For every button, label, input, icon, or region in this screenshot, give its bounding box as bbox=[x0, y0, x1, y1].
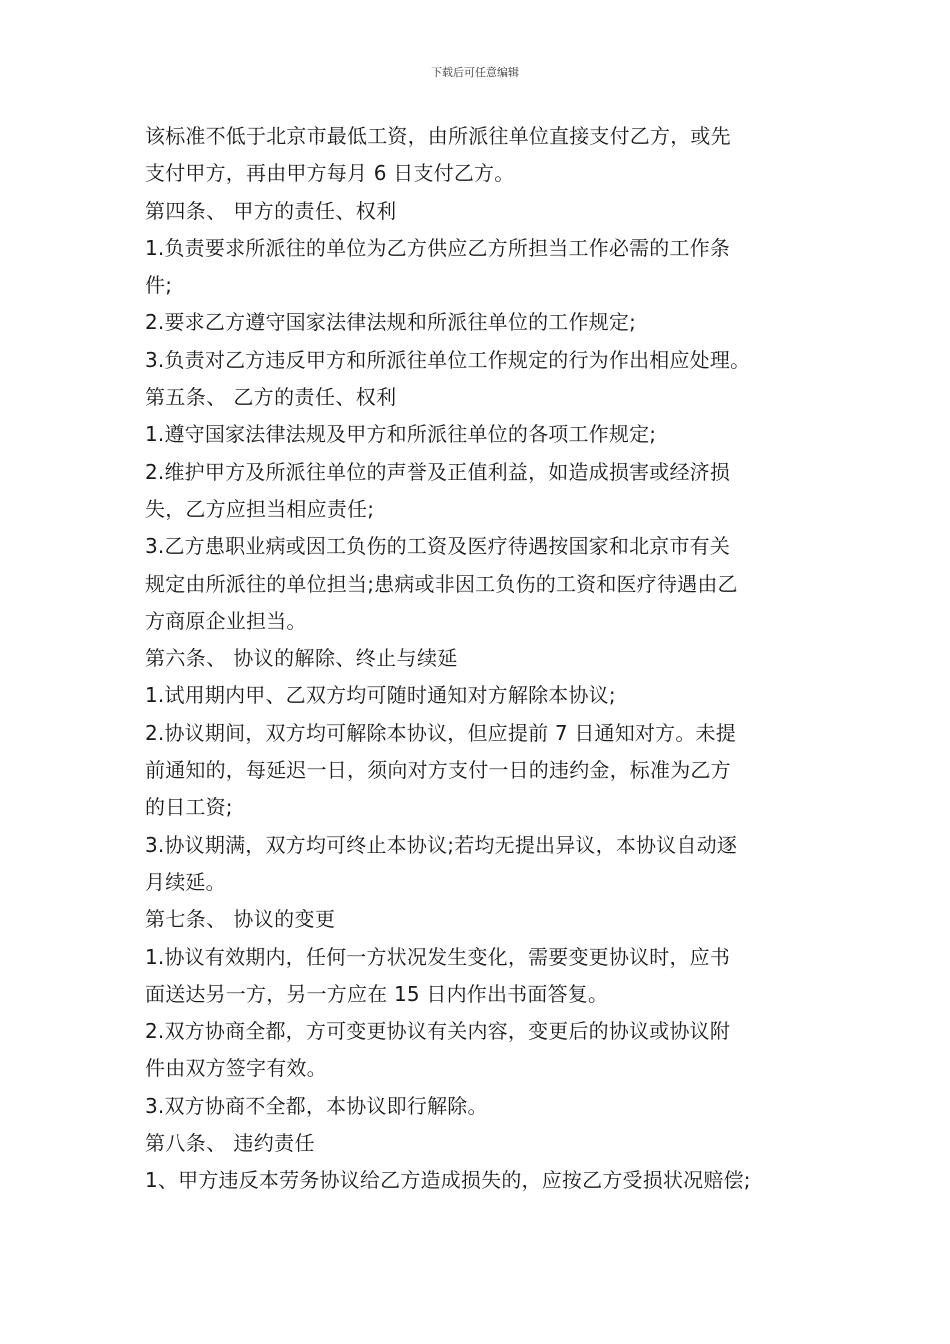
paragraph-line: 件由双方签字有效。 bbox=[145, 1056, 327, 1081]
paragraph-line: 前通知的，每延迟一日，须向对方支付一日的违约金，标准为乙方 bbox=[145, 758, 731, 783]
paragraph-line: 2.双方协商全都，方可变更协议有关内容，变更后的协议或协议附 bbox=[145, 1019, 731, 1044]
paragraph-line: 3.负责对乙方违反甲方和所派往单位工作规定的行为作出相应处理。 bbox=[145, 347, 751, 372]
paragraph-line: 规定由所派往的单位担当;患病或非因工负伤的工资和医疗待遇由乙 bbox=[145, 571, 738, 596]
paragraph-line: 2.协议期间，双方均可解除本协议，但应提前 7 日通知对方。未提 bbox=[145, 720, 736, 745]
paragraph-line: 1、甲方违反本劳务协议给乙方造成损失的，应按乙方受损状况赔偿; bbox=[145, 1168, 751, 1193]
paragraph-line: 支付甲方，再由甲方每月 6 日支付乙方。 bbox=[145, 161, 515, 186]
paragraph-line: 1.协议有效期内，任何一方状况发生变化，需要变更协议时，应书 bbox=[145, 944, 731, 969]
paragraph-line: 3.双方协商不全都，本协议即行解除。 bbox=[145, 1093, 488, 1118]
section-heading: 第六条、 协议的解除、终止与续延 bbox=[145, 646, 458, 671]
paragraph-line: 3.乙方患职业病或因工负伤的工资及医疗待遇按国家和北京市有关 bbox=[145, 534, 731, 559]
paragraph-line: 件; bbox=[145, 273, 173, 298]
document-body bbox=[145, 118, 810, 1200]
paragraph-line: 3.协议期满，双方均可终止本协议;若均无提出异议，本协议自动逐 bbox=[145, 832, 738, 857]
paragraph-line: 月续延。 bbox=[145, 869, 226, 894]
page-header: 下载后可任意编辑 bbox=[431, 66, 519, 79]
paragraph-line: 2.要求乙方遵守国家法律法规和所派往单位的工作规定; bbox=[145, 310, 637, 335]
paragraph-line: 方商原企业担当。 bbox=[145, 608, 307, 633]
section-heading: 第七条、 协议的变更 bbox=[145, 907, 336, 932]
section-heading: 第八条、 违约责任 bbox=[145, 1131, 315, 1156]
paragraph-line: 1.负责要求所派往的单位为乙方供应乙方所担当工作必需的工作条 bbox=[145, 235, 731, 260]
paragraph-line: 1.遵守国家法律法规及甲方和所派往单位的各项工作规定; bbox=[145, 422, 657, 447]
paragraph-line: 该标准不低于北京市最低工资，由所派往单位直接支付乙方，或先 bbox=[145, 124, 731, 148]
paragraph-line: 1.试用期内甲、乙双方均可随时通知对方解除本协议; bbox=[145, 683, 616, 708]
paragraph-line: 的日工资; bbox=[145, 795, 233, 820]
paragraph-line: 面送达另一方，另一方应在 15 日内作出书面答复。 bbox=[145, 981, 609, 1006]
paragraph-line: 2.维护甲方及所派往单位的声誉及正值利益，如造成损害或经济损 bbox=[145, 459, 731, 484]
section-heading: 第五条、 乙方的责任、权利 bbox=[145, 385, 397, 410]
paragraph-line: 失，乙方应担当相应责任; bbox=[145, 496, 375, 521]
section-heading: 第四条、 甲方的责任、权利 bbox=[145, 198, 397, 223]
